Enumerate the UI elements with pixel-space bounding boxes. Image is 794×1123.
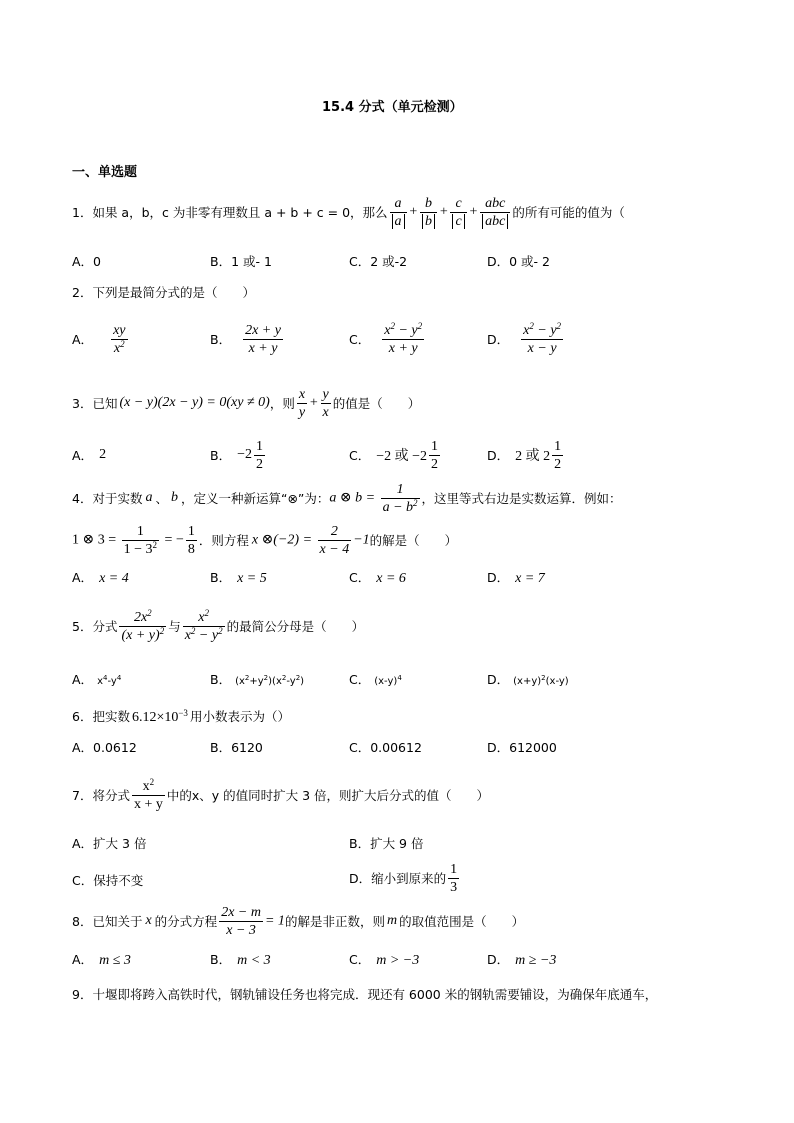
question-4-line-2: 1 ⊗ 3 = $\frac{1}{1 - 3^2}$ = − $\frac{1}{8}$ ．则方程 x ⊗(−2) = $\frac{2}{x - 4}$ −1 的解是（ ） bbox=[72, 523, 458, 557]
q7-option-a[interactable]: A．扩大 3 倍 bbox=[72, 836, 147, 851]
q5-option-c[interactable]: C． $(x-y)^4$ bbox=[349, 672, 402, 687]
section-title: 一、单选题 bbox=[72, 165, 138, 180]
question-4-line-1: 4．对于实数 a 、 b ，定义一种新运算“⊗”为： a ⊗ b = $\frac{1}{a - b^2}$ ，这里等式右边是实数运算．例如： bbox=[72, 481, 622, 515]
q4-option-b[interactable]: B． x = 5 bbox=[210, 570, 267, 586]
q1-option-b[interactable]: B．1 或- 1 bbox=[210, 254, 272, 269]
question-6-stem: 6．把实数 $6.12\times 10^{-3}$ 用小数表示为（） bbox=[72, 708, 290, 725]
q3-option-c[interactable]: C． −2 或 −2 $\frac{1}{2}$ bbox=[349, 438, 439, 472]
q5-option-d[interactable]: D． $(x+y)^2(x-y)$ bbox=[487, 672, 569, 687]
page-title: 15.4 分式（单元检测） bbox=[322, 100, 463, 115]
q3-option-d[interactable]: D． 2 或 2 $\frac{1}{2}$ bbox=[487, 438, 562, 472]
q8-option-a[interactable]: A． m ≤ 3 bbox=[72, 952, 131, 968]
q2-option-c[interactable]: C． $\frac{x^2 - y^2}{x + y}$ bbox=[349, 320, 423, 356]
q1-option-a[interactable]: A．0 bbox=[72, 254, 102, 269]
q8-option-b[interactable]: B． m < 3 bbox=[210, 952, 271, 968]
q7-option-d[interactable]: D．缩小到原来的 $\frac{1}{3}$ bbox=[349, 861, 458, 895]
q7-option-b[interactable]: B．扩大 9 倍 bbox=[349, 836, 424, 851]
question-8-stem: 8．已知关于 x 的分式方程 $\frac{2x - m}{x - 3}$ = 1 的解是非正数，则 m 的取值范围是（ ） bbox=[72, 904, 525, 938]
q8-option-d[interactable]: D． m ≥ −3 bbox=[487, 952, 557, 968]
q6-option-d[interactable]: D．612000 bbox=[487, 740, 557, 755]
question-5-stem: 5．分式 $\frac{2x^2}{(x + y)^2}$ 与 $\frac{x^2}{x^2 - y^2}$ 的最简公分母是（ ） bbox=[72, 607, 365, 643]
q6-option-b[interactable]: B．6120 bbox=[210, 740, 263, 755]
question-7-stem: 7．将分式 $\frac{x^2}{x + y}$ 中的x、y 的值同时扩大 3 倍，则扩大后分式的值（ ） bbox=[72, 776, 490, 812]
q7-option-c[interactable]: C．保持不变 bbox=[72, 873, 144, 888]
q8-option-c[interactable]: C． m > −3 bbox=[349, 952, 420, 968]
q3-option-a[interactable]: A． 2 bbox=[72, 447, 107, 463]
q4-option-a[interactable]: A． x = 4 bbox=[72, 570, 129, 586]
q1-option-c[interactable]: C．2 或-2 bbox=[349, 254, 408, 269]
q2-option-d[interactable]: D． $\frac{x^2 - y^2}{x - y}$ bbox=[487, 320, 562, 356]
q4-option-d[interactable]: D． x = 7 bbox=[487, 570, 545, 586]
q6-option-a[interactable]: A．0.0612 bbox=[72, 740, 137, 755]
q2-option-b[interactable]: B． $\frac{2x + y}{x + y}$ bbox=[210, 322, 281, 356]
question-2-stem: 2．下列是最简分式的是（ ） bbox=[72, 285, 255, 300]
q1-expression: $\frac{a}{a}$ + $\frac{b}{b}$ + $\frac{c}{c}$ + $\frac{\text{abc}}{\text{abc}}$ bbox=[388, 195, 513, 230]
question-1-stem bbox=[72, 190, 625, 234]
q4-option-c[interactable]: C． x = 6 bbox=[349, 570, 406, 586]
question-9-stem: 9．十堰即将跨入高铁时代，钢轨铺设任务也将完成．现还有 6000 米的钢轨需要铺设，为确保年底通车， bbox=[72, 987, 658, 1002]
q3-option-b[interactable]: B． −2 $\frac{1}{2}$ bbox=[210, 438, 263, 472]
q1-prefix: 1．如果 a，b，c 为非零有理数且 a + b + c = 0，那么 bbox=[72, 205, 388, 220]
question-3-stem: 3．已知 (x − y)(2x − y) = 0(xy ≠ 0) ，则 $\frac{x}{y}$ + $\frac{y}{x}$ 的值是（ ） bbox=[72, 386, 421, 420]
q5-option-b[interactable]: B． $(x^2+y^2)(x^2-y^2)$ bbox=[210, 672, 305, 687]
q6-option-c[interactable]: C．0.00612 bbox=[349, 740, 422, 755]
q5-option-a[interactable]: A． $x^4-y^4$ bbox=[72, 672, 122, 687]
q2-option-a[interactable]: A． $\frac{xy}{x^2}$ bbox=[72, 322, 126, 356]
q1-option-d[interactable]: D．0 或- 2 bbox=[487, 254, 550, 269]
q1-suffix: 的所有可能的值为（ bbox=[512, 205, 625, 220]
